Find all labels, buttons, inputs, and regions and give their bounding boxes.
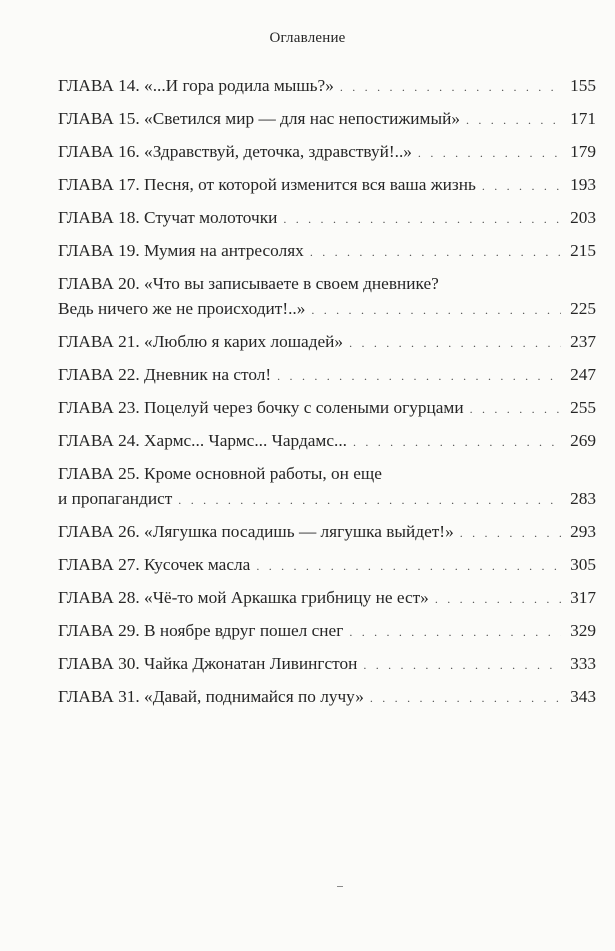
toc-entry (58, 362, 596, 389)
toc-entry-line-with-page (58, 205, 596, 232)
dot-leader (370, 686, 561, 711)
toc-entry-title: ГЛАВА 26. «Лягушка посадишь — лягушка выйдет!» (58, 522, 454, 541)
toc-entry (58, 428, 596, 455)
dot-leader (353, 430, 561, 455)
toc-entry-line-with-page (58, 139, 596, 166)
toc-entry-line-with-page (58, 618, 596, 645)
toc-entry-line-with-page (58, 238, 596, 265)
toc-entry-line-with-page (58, 684, 596, 711)
page-mark (337, 886, 343, 887)
toc-page-number: 237 (570, 332, 596, 351)
toc-page-number: 203 (570, 208, 596, 227)
toc-entry (58, 618, 596, 645)
dot-leader (283, 207, 561, 232)
dot-leader (277, 364, 561, 389)
toc-entry-title: ГЛАВА 17. Песня, от которой изменится вся ваша жизнь (58, 175, 476, 194)
toc-entry-line-with-page (58, 585, 596, 612)
toc-entry-line-with-page (58, 651, 596, 678)
dot-leader (363, 653, 561, 678)
toc-page-number: 305 (570, 555, 596, 574)
toc-entry-line-with-page (58, 519, 596, 546)
toc-entry-title: ГЛАВА 23. Поцелуй через бочку с солеными огурцами (58, 398, 464, 417)
table-of-contents (58, 73, 596, 717)
toc-entry-line-with-page (58, 395, 596, 422)
toc-page-number: 247 (570, 365, 596, 384)
toc-page-number: 155 (570, 76, 596, 95)
toc-entry (58, 684, 596, 711)
toc-entry-title: ГЛАВА 28. «Чё-то мой Аркашка грибницу не ест» (58, 588, 429, 607)
toc-entry-line-with-page (58, 329, 596, 356)
toc-entry (58, 585, 596, 612)
toc-entry (58, 395, 596, 422)
toc-entry-title: ГЛАВА 27. Кусочек масла (58, 555, 251, 574)
toc-entry-line-with-page (58, 106, 596, 133)
toc-entry (58, 329, 596, 356)
toc-entry-line (58, 271, 596, 296)
toc-page-number: 179 (570, 142, 596, 161)
toc-entry-title: ГЛАВА 30. Чайка Джонатан Ливингстон (58, 654, 358, 673)
toc-entry (58, 73, 596, 100)
toc-entry-title: ГЛАВА 29. В ноябре вдруг пошел снег (58, 621, 344, 640)
toc-page-number: 225 (570, 299, 596, 318)
toc-page-number: 255 (570, 398, 596, 417)
toc-page-number: 269 (570, 431, 596, 450)
toc-entry-title: Ведь ничего же не происходит!..» (58, 299, 306, 318)
toc-entry-line-with-page (58, 362, 596, 389)
toc-page-number: 215 (570, 241, 596, 260)
toc-entry-title: ГЛАВА 16. «Здравствуй, деточка, здравствуй!..» (58, 142, 412, 161)
toc-entry-title: ГЛАВА 24. Хармс... Чармс... Чардамс... (58, 431, 347, 450)
dot-leader (178, 488, 561, 513)
toc-entry (58, 519, 596, 546)
toc-entry-title: ГЛАВА 21. «Люблю я карих лошадей» (58, 332, 344, 351)
toc-entry-title: ГЛАВА 22. Дневник на стол! (58, 365, 272, 384)
toc-entry (58, 651, 596, 678)
toc-entry (58, 139, 596, 166)
toc-page-number: 333 (570, 654, 596, 673)
dot-leader (466, 108, 561, 133)
toc-entry-line-with-page (58, 486, 596, 513)
toc-entry (58, 271, 596, 323)
toc-entry (58, 172, 596, 199)
toc-page-number: 317 (570, 588, 596, 607)
dot-leader (435, 587, 561, 612)
toc-entry-title: ГЛАВА 20. «Что вы записываете в своем дневнике? (58, 274, 439, 293)
page-title: Оглавление (269, 30, 346, 46)
toc-entry (58, 106, 596, 133)
dot-leader (256, 554, 561, 579)
toc-entry-title: и пропагандист (58, 489, 173, 508)
toc-entry-line (58, 461, 596, 486)
toc-entry-line-with-page (58, 552, 596, 579)
toc-page-number: 293 (570, 522, 596, 541)
dot-leader (311, 298, 561, 323)
dot-leader (482, 174, 561, 199)
toc-entry (58, 238, 596, 265)
toc-entry-title: ГЛАВА 19. Мумия на антресолях (58, 241, 304, 260)
toc-entry-title: ГЛАВА 15. «Светился мир — для нас непостижимый» (58, 109, 460, 128)
toc-entry-line-with-page (58, 172, 596, 199)
toc-page-number: 283 (570, 489, 596, 508)
toc-entry-title: ГЛАВА 14. «...И гора родила мышь?» (58, 76, 334, 95)
toc-entry (58, 552, 596, 579)
dot-leader (349, 620, 561, 645)
toc-entry-line-with-page (58, 428, 596, 455)
toc-entry-title: ГЛАВА 18. Стучат молоточки (58, 208, 278, 227)
dot-leader (418, 141, 561, 166)
toc-page-number: 171 (570, 109, 596, 128)
toc-entry-title: ГЛАВА 31. «Давай, поднимайся по лучу» (58, 687, 364, 706)
dot-leader (310, 240, 561, 265)
dot-leader (470, 397, 561, 422)
dot-leader (460, 521, 561, 546)
toc-page-number: 193 (570, 175, 596, 194)
toc-entry (58, 461, 596, 513)
toc-page-number: 329 (570, 621, 596, 640)
toc-entry-line-with-page (58, 73, 596, 100)
toc-page-number: 343 (570, 687, 596, 706)
toc-entry (58, 205, 596, 232)
toc-entry-line-with-page (58, 296, 596, 323)
dot-leader (340, 75, 561, 100)
toc-entry-title: ГЛАВА 25. Кроме основной работы, он еще (58, 464, 382, 483)
dot-leader (349, 331, 561, 356)
